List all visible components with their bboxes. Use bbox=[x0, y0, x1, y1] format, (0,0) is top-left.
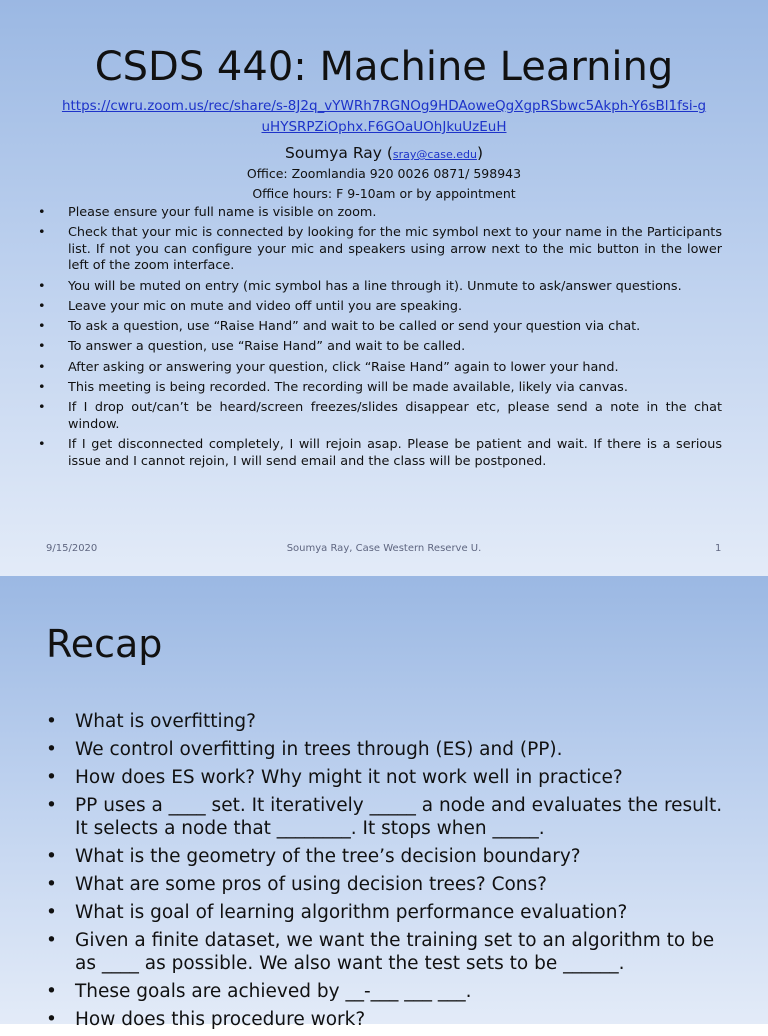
list-item-text: Please ensure your full name is visible on zoom. bbox=[68, 205, 377, 220]
slide-2-bullet-list bbox=[46, 710, 726, 1036]
list-item-text: What is overfitting? bbox=[75, 711, 256, 732]
list-item-text: How does ES work? Why might it not work well in practice? bbox=[75, 767, 623, 788]
list-item bbox=[38, 299, 722, 316]
instructor-email-link[interactable]: sray@case.edu bbox=[392, 148, 477, 161]
list-item bbox=[38, 279, 722, 296]
bullet-marker: • bbox=[38, 225, 46, 241]
bullet-marker: • bbox=[46, 1009, 57, 1030]
list-item-text: How does this procedure work? bbox=[75, 1009, 366, 1030]
office-hours: Office hours: F 9-10am or by appointment bbox=[252, 186, 516, 201]
list-item bbox=[46, 710, 726, 733]
list-item bbox=[38, 319, 722, 336]
office-location: Office: Zoomlandia 920 0026 0871/ 598943 bbox=[246, 166, 522, 181]
list-item bbox=[46, 738, 726, 761]
bullet-marker: • bbox=[46, 874, 57, 895]
bullet-marker: • bbox=[38, 205, 46, 220]
list-item bbox=[38, 225, 722, 275]
list-item-text: What is the geometry of the tree’s decision boundary? bbox=[75, 846, 581, 867]
bullet-marker: • bbox=[38, 319, 46, 335]
bullet-marker: • bbox=[38, 339, 46, 355]
list-item-text: After asking or answering your question, click “Raise Hand” again to lower your hand. bbox=[68, 359, 619, 375]
list-item-text: Given a finite dataset, we want the training set to an algorithm to be as ____ as possible. We also want the test sets to be ______. bbox=[75, 930, 715, 974]
bullet-marker: • bbox=[38, 359, 46, 375]
list-item-text: PP uses a ____ set. It iteratively _____ a node and evaluates the result. It selects a node that ________. It stops when _____. bbox=[75, 795, 723, 839]
bullet-marker: • bbox=[46, 795, 57, 816]
list-item bbox=[46, 794, 726, 840]
bullet-marker: • bbox=[38, 278, 46, 294]
list-item-text: If I get disconnected completely, I will rejoin asap. Please be patient and wait. If there is a serious issue and I cannot rejoin, I will send email and the class will be postponed. bbox=[68, 437, 722, 469]
instructor-close: ) bbox=[476, 144, 483, 162]
list-item-text: What is goal of learning algorithm performance evaluation? bbox=[75, 902, 628, 923]
list-item bbox=[38, 339, 722, 356]
bullet-marker: • bbox=[46, 902, 57, 923]
footer-date: 9/15/2020 bbox=[46, 543, 98, 554]
list-item bbox=[46, 929, 726, 975]
instructor-name: Soumya Ray ( bbox=[285, 144, 393, 162]
list-item-text: Check that your mic is connected by looking for the mic symbol next to your name in the Participants list. If not you can configure your mic and speakers using arrow next to the mic button in the lower left of the zoom interface. bbox=[68, 225, 722, 274]
list-item bbox=[38, 437, 722, 470]
list-item-text: You will be muted on entry (mic symbol has a line through it). Unmute to ask/answer questions. bbox=[68, 278, 682, 294]
bullet-marker: • bbox=[38, 437, 46, 453]
bullet-marker: • bbox=[46, 739, 57, 760]
bullet-marker: • bbox=[46, 711, 57, 732]
list-item bbox=[38, 380, 722, 397]
bullet-marker: • bbox=[38, 400, 46, 416]
bullet-marker: • bbox=[46, 981, 57, 1002]
list-item-text: If I drop out/can’t be heard/screen freezes/slides disappear etc, please send a note in the chat window. bbox=[68, 400, 722, 432]
list-item bbox=[46, 980, 726, 1003]
list-item bbox=[46, 901, 726, 924]
slide-1-bullet-list bbox=[38, 205, 722, 474]
list-item bbox=[38, 205, 722, 222]
footer-page-number: 1 bbox=[715, 543, 722, 554]
list-item-text: What are some pros of using decision trees? Cons? bbox=[75, 874, 547, 895]
slide-2-title: Recap bbox=[46, 622, 163, 666]
bullet-marker: • bbox=[46, 930, 57, 951]
list-item bbox=[46, 845, 726, 868]
instructor-line bbox=[0, 144, 768, 162]
bullet-marker: • bbox=[46, 846, 57, 867]
bullet-marker: • bbox=[38, 380, 46, 396]
bullet-marker: • bbox=[46, 767, 57, 788]
slide-1-title: CSDS 440: Machine Learning bbox=[94, 44, 674, 90]
list-item-text: To ask a question, use “Raise Hand” and wait to be called or send your question via chat. bbox=[68, 319, 641, 335]
bullet-marker: • bbox=[38, 298, 46, 314]
list-item bbox=[46, 766, 726, 789]
list-item-text: Leave your mic on mute and video off until you are speaking. bbox=[68, 298, 463, 314]
list-item-text: These goals are achieved by __-___ ___ ___. bbox=[75, 981, 472, 1002]
list-item bbox=[38, 360, 722, 377]
zoom-recording-link[interactable]: https://cwru.zoom.us/rec/share/s-8J2q_vYWRh7RGNOg9HDAoweQgXgpRSbwc5Akph-Y6sBl1fsi-guHYSRPZiOphx.F6GOaUOhJkuUzEuH bbox=[61, 98, 707, 135]
list-item bbox=[38, 400, 722, 433]
list-item-text: We control overfitting in trees through (ES) and (PP). bbox=[75, 739, 563, 760]
list-item bbox=[46, 873, 726, 896]
footer-author: Soumya Ray, Case Western Reserve U. bbox=[286, 543, 482, 554]
list-item-text: To answer a question, use “Raise Hand” and wait to be called. bbox=[68, 339, 466, 355]
list-item-text: This meeting is being recorded. The recording will be made available, likely via canvas. bbox=[68, 380, 628, 396]
list-item bbox=[46, 1008, 726, 1031]
